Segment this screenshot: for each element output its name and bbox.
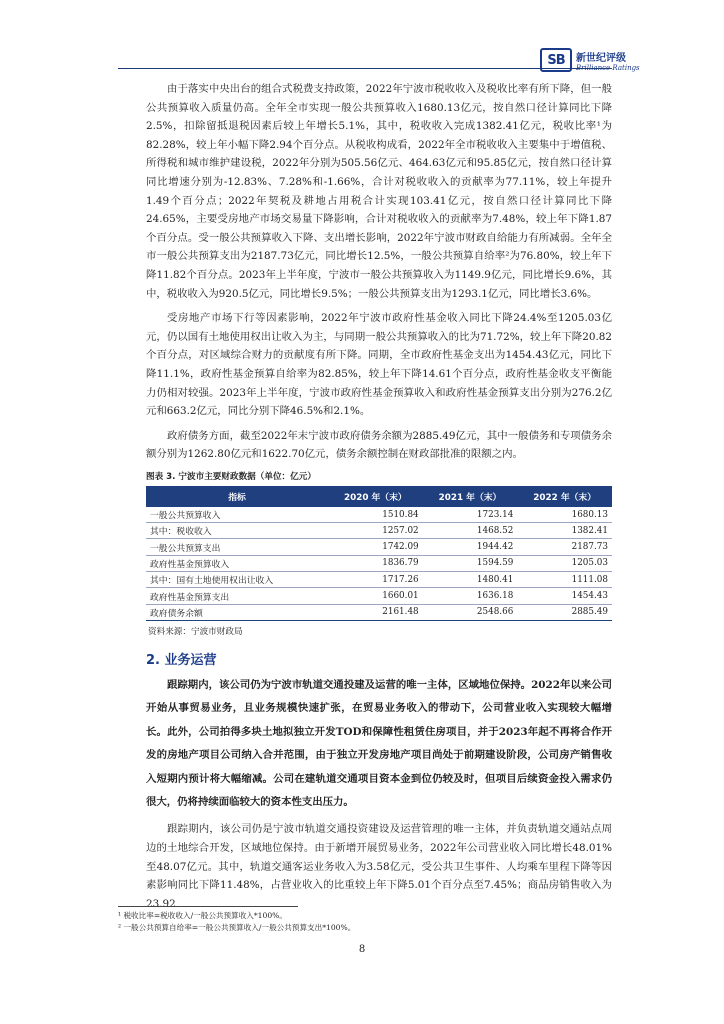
table-header-cell: 指标 xyxy=(146,486,328,507)
table-cell: 其中：税收收入 xyxy=(146,523,328,539)
table-cell: 1510.84 xyxy=(328,507,423,523)
table-cell: 1454.43 xyxy=(517,588,612,604)
table-cell: 政府性基金预算支出 xyxy=(146,588,328,604)
table-row xyxy=(146,539,612,555)
table-row xyxy=(146,555,612,571)
table-row xyxy=(146,604,612,620)
table-cell: 政府性基金预算收入 xyxy=(146,555,328,571)
table-cell: 1594.59 xyxy=(423,555,518,571)
table-row xyxy=(146,523,612,539)
table-cell: 1944.42 xyxy=(423,539,518,555)
paragraph-tax-revenue: 由于落实中央出台的组合式税费支持政策，2022年宁波市税收收入及税收比率有所下降，但一般公共预算收入质量仍高。全年全市实现一般公共预算收入1680.13亿元，按自然口径计算同比下降2.5%，扣除留抵退税因素后较上年增长5.1%，其中，税收收入完成1382.41亿元，税收比率¹为82.28%，较上年小幅下降2.94个百分点。从税收构成看，2022年全市税收收入主要集中于增值税、所得税和城市维护建设税，2022年分别为505.56亿元、464.63亿元和95.85亿元，按自然口径计算同比增速分别为-12.83%、7.28%和-1.66%，合计对税收收入的贡献率为77.11%，较上年提升1.49个百分点；2022年契税及耕地占用税合计实现103.41亿元，按自然口径计算同比下降24.65%，主要受房地产市场交易量下降影响，合计对税收收入的贡献率为7.48%，较上年下降1.87个百分点。受一般公共预算收入下降、支出增长影响，2022年宁波市财政自给能力有所减弱。全年全市一般公共预算支出为2187.73亿元，同比增长12.5%，一般公共预算自给率²为76.80%，较上年下降11.82个百分点。2023年上半年度，宁波市一般公共预算收入为1149.9亿元，同比增长9.6%，其中，税收收入为920.5亿元，同比增长9.5%；一般公共预算支出为1293.1亿元，同比增长3.6%。 xyxy=(146,83,612,300)
paragraph-business-detail: 跟踪期内，该公司仍是宁波市轨道交通投资建设及运营管理的唯一主体，并负责轨道交通站点周边的土地综合开发，区域地位保持。由于新增开展贸易业务，2022年公司营业收入同比增长48.01%至48.07亿元。其中，轨道交通客运业务收入为3.58亿元，受公共卫生事件、人均乘车里程下降等因素影响同比下降11.48%，占营业收入的比重较上年下降5.01个百分点至7.45%；商品房销售收入为23.92 xyxy=(146,823,612,910)
table-cell: 1723.14 xyxy=(423,507,518,523)
table-header-cell: 2021 年（末） xyxy=(423,486,518,507)
table-cell: 2885.49 xyxy=(517,604,612,620)
paragraph-business-summary: 跟踪期内，该公司仍为宁波市轨道交通投建及运营的唯一主体，区域地位保持。2022年以来公司开始从事贸易业务，且业务规模快速扩张，在贸易业务收入的带动下，公司营业收入实现较大幅增长。此外，公司拍得多块土地拟独立开发TOD和保障性租赁住房项目，并于2023年起不再将合作开发的房地产项目公司纳入合并范围，由于独立开发房地产项目尚处于前期建设阶段，公司房产销售收入短期内预计将大幅缩减。公司在建轨道交通项目资本金到位仍较及时，但项目后续资金投入需求仍很大，仍将持续面临较大的资本性支出压力。 xyxy=(146,678,612,808)
table-cell: 1680.13 xyxy=(517,507,612,523)
table-header-row xyxy=(146,486,612,507)
table-cell: 1468.52 xyxy=(423,523,518,539)
footnote-1: ¹ 税收比率=税收收入/一般公共预算收入*100%。 xyxy=(118,911,287,920)
table-cell: 其中：国有土地使用权出让收入 xyxy=(146,572,328,588)
logo-english-name: Brilliance Ratings xyxy=(576,63,640,72)
table-cell: 1382.41 xyxy=(517,523,612,539)
table-header-cell: 2020 年（末） xyxy=(328,486,423,507)
table-cell: 一般公共预算收入 xyxy=(146,507,328,523)
table-row xyxy=(146,572,612,588)
table-cell: 一般公共预算支出 xyxy=(146,539,328,555)
logo-chinese-name: 新世纪评级 xyxy=(576,52,626,64)
page-body xyxy=(146,80,612,913)
table-cell: 2187.73 xyxy=(517,539,612,555)
table-row xyxy=(146,507,612,523)
table-cell: 1257.02 xyxy=(328,523,423,539)
table-cell: 政府债务余额 xyxy=(146,604,328,620)
table-caption: 图表 3. 宁波市主要财政数据（单位：亿元） xyxy=(146,471,316,482)
table-cell: 1205.03 xyxy=(517,555,612,571)
page-number: 8 xyxy=(358,944,366,955)
table-cell: 1717.26 xyxy=(328,572,423,588)
table-cell: 1742.09 xyxy=(328,539,423,555)
footnote-2: ² 一般公共预算自给率=一般公共预算收入/一般公共预算支出*100%。 xyxy=(118,923,356,932)
section-heading: 2. 业务运营 xyxy=(146,652,217,668)
table-header-cell: 2022 年（末） xyxy=(517,486,612,507)
table-row xyxy=(146,588,612,604)
paragraph-fund-revenue: 受房地产市场下行等因素影响，2022年宁波市政府性基金收入同比下降24.4%至1205.03亿元，仍以国有土地使用权出让收入为主，与同期一般公共预算收入的比为71.72%，较上年下降20.82个百分点，对区域综合财力的贡献度有所下降。同期，全市政府性基金支出为1454.43亿元，同比下降11.1%，政府性基金预算自给率为82.85%，较上年下降14.61个百分点，政府性基金收支平衡能力仍相对较强。2023年上半年度，宁波市政府性基金预算收入和政府性基金预算支出分别为276.2亿元和663.2亿元，同比分别下降46.5%和2.1%。 xyxy=(146,312,612,418)
table-cell: 1836.79 xyxy=(328,555,423,571)
table-cell: 1636.18 xyxy=(423,588,518,604)
table-cell: 1111.08 xyxy=(517,572,612,588)
table-cell: 1660.01 xyxy=(328,588,423,604)
table-source: 资料来源：宁波市财政局 xyxy=(148,626,243,637)
fiscal-data-table xyxy=(146,486,612,621)
logo-mark: SB xyxy=(540,48,572,72)
paragraph-government-debt: 政府债务方面，截至2022年末宁波市政府债务余额为2885.49亿元，其中一般债务和专项债务余额分别为1262.80亿元和1622.70亿元，债务余额控制在财政部批准的限额之内。 xyxy=(146,429,612,461)
table-cell: 1480.41 xyxy=(423,572,518,588)
header-rule xyxy=(118,68,612,69)
footnotes xyxy=(118,906,612,934)
table-cell: 2161.48 xyxy=(328,604,423,620)
table-cell: 2548.66 xyxy=(423,604,518,620)
footnote-rule xyxy=(118,906,298,907)
